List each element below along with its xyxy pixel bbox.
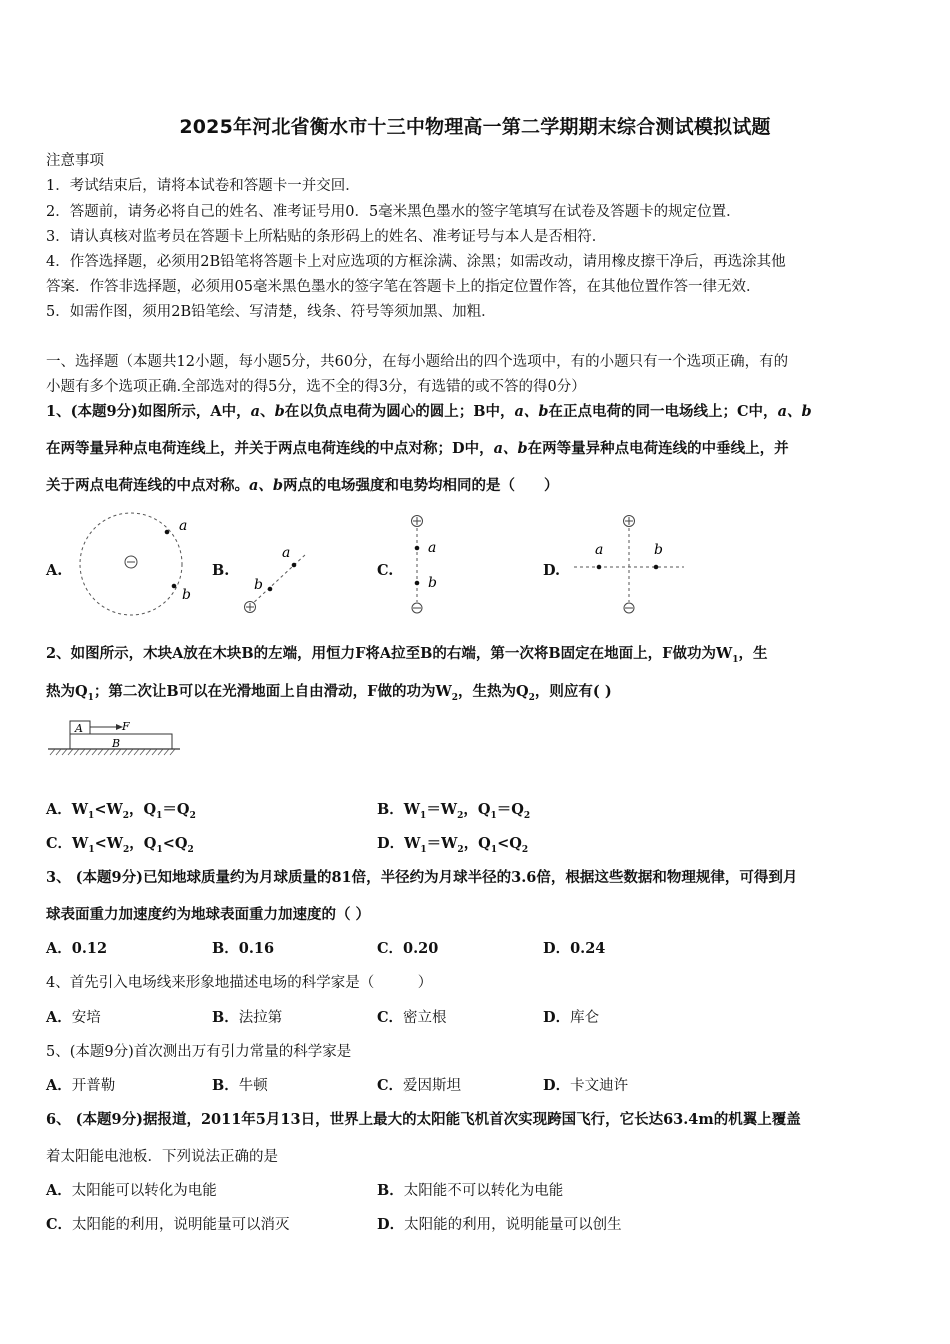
q4-option-b: [212, 1009, 282, 1027]
q1-text: 在正点电荷的同一电场线上；C中，: [548, 403, 778, 420]
q4-option-d: [543, 1009, 599, 1027]
q1-figure-c: [400, 510, 450, 620]
q1-fig-b-label-b: b: [254, 577, 263, 593]
q1-line1: [46, 403, 812, 421]
q2-opt-sub: 1: [490, 844, 498, 855]
q2-opt-sub: 2: [457, 844, 464, 855]
q6-opt-label: A．: [46, 1182, 72, 1199]
q2-option-b: [377, 801, 530, 825]
q1-text: 关于两点电荷连线的中点对称。: [46, 477, 249, 494]
q2-option-d: [377, 835, 528, 859]
q1-text: 在两等量异种点电荷连线的中垂线上，并: [527, 440, 789, 457]
q3-option-d: D．0.24: [543, 940, 606, 957]
q2-option-a: [46, 801, 196, 825]
notice-item-1: 1．考试结束后，请将本试卷和答题卡一并交回．: [46, 178, 360, 194]
q6-opt-label: C．: [46, 1216, 73, 1233]
q2-text: ，生热为Q: [458, 683, 529, 700]
q2-opt-text: ＝W: [426, 835, 458, 852]
q6-option-c: [46, 1216, 290, 1234]
q1-option-b-label: B.: [212, 562, 230, 579]
q4-opt-label: C．: [377, 1009, 404, 1026]
q2-opt-text: ，Q: [463, 801, 491, 818]
q3-option-c: C．0.20: [377, 940, 439, 957]
q1-figure-a: [74, 508, 194, 620]
q5-option-a: [46, 1077, 115, 1095]
q2-fig-label-a: A: [75, 722, 83, 735]
q2-opt-text: ＝Q: [162, 801, 190, 818]
q1-option-d-label: D.: [543, 562, 561, 579]
q4-option-c: [377, 1009, 447, 1027]
q2-opt-sub: 1: [88, 810, 95, 821]
q5-opt-text: 开普勒: [71, 1078, 116, 1094]
q6-option-a: [46, 1182, 217, 1200]
q2-opt-text: <Q: [162, 835, 188, 852]
q6-opt-label: D．: [377, 1216, 405, 1233]
q1-var-ab: a、b: [514, 403, 549, 420]
q5-opt-text: 牛顿: [238, 1078, 268, 1094]
q2-opt-sub: 2: [457, 810, 464, 821]
q2-opt-sub: 2: [187, 844, 194, 855]
q2-opt-sub: 1: [420, 844, 427, 855]
q4-opt-label: D．: [543, 1009, 571, 1026]
notice-item-4-cont: 答案．作答非选择题，必须用05毫米黑色墨水的签字笔在答题卡上的指定位置作答，在其他位置作答一律无效．: [46, 279, 761, 295]
q3-line2: 球表面重力加速度约为地球表面重力加速度的（ ）: [46, 906, 371, 923]
q2-opt-text: ，Q: [129, 801, 157, 818]
q1-var-a: a: [250, 403, 261, 420]
q1-figure-b: [236, 540, 316, 620]
q2-opt-text: ＝Q: [496, 801, 524, 818]
q2-opt-sub: 1: [156, 810, 163, 821]
q1-fig-b-label-a: a: [282, 545, 291, 561]
q1-var-ab: a、b: [249, 477, 284, 494]
q2-line2: [46, 683, 612, 707]
section-heading-line2: 小题有多个选项正确.全部选对的得5分，选不全的得3分，有选错的或不答的得0分）: [46, 379, 586, 395]
q2-text: ；第二次让B可以在光滑地面上自由滑动，F做的功为W: [93, 683, 452, 700]
q2-text: 热为Q: [46, 683, 88, 700]
q2-line1: [46, 645, 768, 669]
page-title: 2025年河北省衡水市十三中物理高一第二学期期末综合测试模拟试题: [179, 116, 771, 138]
q2-opt-sub: 2: [523, 810, 531, 821]
q4-opt-text: 库仑: [570, 1010, 600, 1026]
q1-var-b: b: [274, 403, 285, 420]
q1-fig-d-label-a: a: [595, 542, 604, 558]
q1-var-ab: a、b: [777, 403, 812, 420]
q4-opt-text: 法拉第: [238, 1010, 283, 1026]
q3-line1: 3、 (本题9分)已知地球质量约为月球质量的81倍，半径约为月球半径的3.6倍，根据这些数据和物理规律，可得到月: [46, 869, 798, 886]
q6-opt-text: 太阳能的利用，说明能量可以消灭: [72, 1217, 290, 1233]
q1-text: 在两等量异种点电荷连线上，并关于两点电荷连线的中点对称；D中，: [46, 440, 494, 457]
q2-opt-text: B．W: [377, 801, 421, 818]
q3-option-b: B．0.16: [212, 940, 275, 957]
q2-sub: 2: [528, 692, 535, 703]
q2-opt-sub: 2: [123, 844, 130, 855]
q2-sub: 1: [87, 692, 94, 703]
q2-opt-text: <W: [94, 835, 124, 852]
q6-opt-label: B．: [377, 1182, 404, 1199]
q4-line1: 4、首先引入电场线来形象地描述电场的科学家是（ ）: [46, 975, 433, 991]
q2-opt-text: <W: [94, 801, 123, 818]
q2-opt-text: A．W: [46, 801, 89, 818]
q2-fig-label-f: F: [122, 720, 130, 733]
q2-opt-sub: 2: [189, 810, 196, 821]
q5-opt-label: B．: [212, 1077, 239, 1094]
q5-option-c: [377, 1077, 461, 1095]
q1-fig-a-label-a: a: [179, 518, 188, 534]
q6-line1: 6、 (本题9分)据报道，2011年5月13日，世界上最大的太阳能飞机首次实现跨国飞行，它长达63.4m的机翼上覆盖: [46, 1111, 801, 1128]
q6-opt-text: 太阳能不可以转化为电能: [403, 1183, 564, 1199]
notice-item-4: 4．作答选择题，必须用2B铅笔将答题卡上对应选项的方框涂满、涂黑；如需改动，请用橡皮擦干净后，再选涂其他: [46, 254, 786, 270]
q6-option-b: [377, 1182, 563, 1200]
q2-opt-text: <Q: [497, 835, 522, 852]
notice-heading: 注意事项: [46, 153, 104, 169]
notice-item-5: 5．如需作图，须用2B铅笔绘、写清楚，线条、符号等须加黑、加粗．: [46, 304, 496, 320]
q1-text: 1、(本题9分)如图所示，A中，: [46, 403, 251, 420]
q1-line2: [46, 440, 789, 458]
q2-opt-text: ＝W: [426, 801, 458, 818]
q1-fig-c-label-b: b: [428, 575, 437, 591]
q1-fig-d-label-b: b: [654, 542, 663, 558]
q4-opt-label: A．: [46, 1009, 72, 1026]
q5-option-d: [543, 1077, 628, 1095]
q5-line1: 5、(本题9分)首次测出万有引力常量的科学家是: [46, 1044, 352, 1060]
q2-opt-text: ，Q: [129, 835, 157, 852]
q1-var-ab: a、b: [493, 440, 528, 457]
q2-opt-text: D．W: [377, 835, 421, 852]
q5-opt-label: D．: [543, 1077, 571, 1094]
q2-opt-text: ，Q: [463, 835, 491, 852]
q1-fig-c-label-a: a: [428, 540, 437, 556]
q1-text: 在以负点电荷为圆心的圆上；B中，: [284, 403, 515, 420]
notice-item-3: 3．请认真核对监考员在答题卡上所粘贴的条形码上的姓名、准考证号与本人是否相符．: [46, 229, 607, 245]
q1-text: 两点的电场强度和电势均相同的是（ ）: [283, 477, 559, 494]
q1-line3: [46, 477, 559, 495]
q1-text: 、: [260, 403, 275, 420]
q2-opt-sub: 2: [122, 810, 130, 821]
q4-opt-text: 密立根: [403, 1010, 447, 1026]
q2-figure-blocks: [46, 714, 182, 760]
q1-fig-a-label-b: b: [182, 587, 191, 603]
q2-sub: 1: [732, 654, 739, 665]
q2-opt-sub: 1: [88, 844, 95, 855]
q2-text: ，生: [738, 645, 768, 662]
q2-opt-sub: 1: [490, 810, 497, 821]
q1-option-a-label: A.: [46, 562, 63, 579]
q2-opt-text: C．W: [46, 835, 89, 852]
q2-option-c: [46, 835, 194, 859]
q4-opt-text: 安培: [71, 1010, 101, 1026]
q6-option-d: [377, 1216, 622, 1234]
q2-text: ，则应有( ): [534, 683, 612, 700]
q2-opt-sub: 2: [521, 844, 529, 855]
q4-option-a: [46, 1009, 101, 1027]
q2-sub: 2: [451, 692, 459, 703]
q2-opt-sub: 1: [420, 810, 427, 821]
q6-line2: 着太阳能电池板．下列说法正确的是: [46, 1149, 278, 1165]
q5-opt-label: A．: [46, 1077, 72, 1094]
q5-opt-text: 爱因斯坦: [403, 1078, 462, 1094]
q5-opt-text: 卡文迪许: [570, 1078, 629, 1094]
q4-opt-label: B．: [212, 1009, 239, 1026]
q1-figure-d: [570, 510, 690, 620]
section-heading-line1: 一、选择题（本题共12小题，每小题5分，共60分，在每小题给出的四个选项中，有的小题只有一个选项正确，有的: [46, 354, 789, 370]
q2-fig-label-b: B: [112, 737, 121, 750]
q2-text: 2、如图所示，木块A放在木块B的左端，用恒力F将A拉至B的右端，第一次将B固定在地面上，F做功为W: [46, 645, 733, 662]
q6-opt-text: 太阳能可以转化为电能: [71, 1183, 217, 1199]
notice-item-2: 2．答题前，请务必将自己的姓名、准考证号用0．5毫米黑色墨水的签字笔填写在试卷及答题卡的规定位置．: [46, 204, 741, 220]
q2-opt-sub: 1: [156, 844, 163, 855]
q5-opt-label: C．: [377, 1077, 404, 1094]
q5-option-b: [212, 1077, 268, 1095]
q1-option-c-label: C.: [377, 562, 394, 579]
q6-opt-text: 太阳能的利用，说明能量可以创生: [404, 1217, 622, 1233]
q3-option-a: A．0.12: [46, 940, 108, 957]
